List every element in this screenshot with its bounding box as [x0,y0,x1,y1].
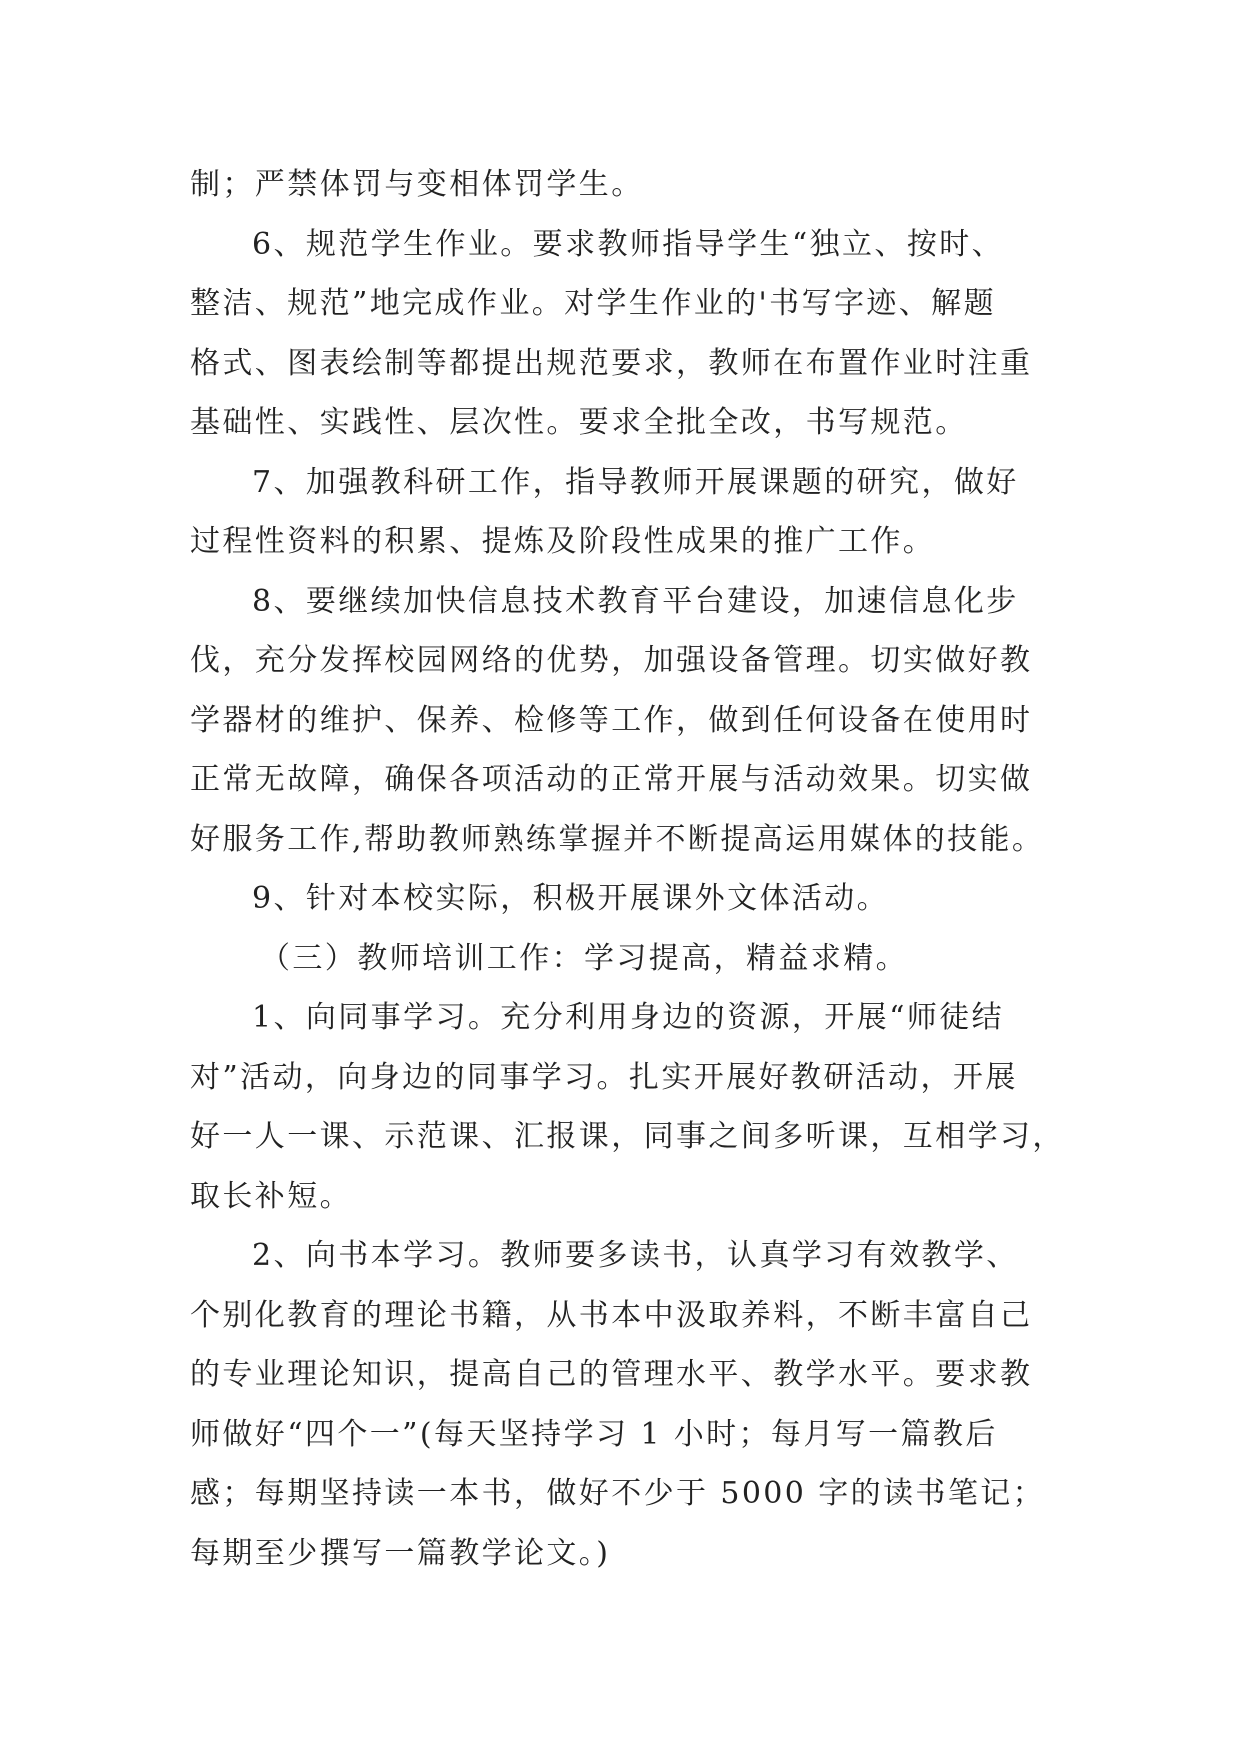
text-line: 9、针对本校实际，积极开展课外文体活动。 [252,881,890,916]
text-line: 2、向书本学习。教师要多读书，认真学习有效教学、 [252,1238,1019,1273]
text-line: 师做好“四个一”(每天坚持学习 1 小时；每月写一篇教后 [190,1416,998,1452]
text-line: 基础性、实践性、层次性。要求全批全改，书写规范。 [190,405,968,440]
text-line: 整洁、规范”地完成作业。对学生作业的'书写字迹、解题 [190,286,996,321]
text-line: 学器材的维护、保养、检修等工作，做到任何设备在使用时 [190,702,1033,738]
text-line: 好一人一课、示范课、汇报课，同事之间多听课，互相学习， [190,1119,1065,1154]
text-line: 正常无故障，确保各项活动的正常开展与活动效果。切实做 [190,762,1033,797]
document-body [190,155,1065,1583]
text-line: 感；每期坚持读一本书，做好不少于 5000 字的读书笔记； [190,1476,1046,1511]
text-line: 8、要继续加快信息技术教育平台建设，加速信息化步 [252,583,1019,619]
text-line: 对”活动，向身边的同事学习。扎实开展好教研活动，开展 [190,1059,1018,1095]
text-line: 制；严禁体罚与变相体罚学生。 [190,167,644,202]
text-line: 过程性资料的积累、提炼及阶段性成果的推广工作。 [190,524,936,559]
text-line: 7、加强教科研工作，指导教师开展课题的研究，做好 [252,464,1019,500]
text-line: 好服务工作,帮助教师熟练掌握并不断提高运用媒体的技能。 [190,821,1045,857]
text-line: 取长补短。 [190,1178,352,1214]
text-line: 伐，充分发挥校园网络的优势，加强设备管理。切实做好教 [190,643,1033,678]
text-line: 1、向同事学习。充分利用身边的资源，开展“师徒结 [252,1000,1005,1035]
text-line: 每期至少撰写一篇教学论文。) [190,1535,611,1571]
text-line: 格式、图表绘制等都提出规范要求，教师在布置作业时注重 [190,345,1033,381]
text-line: 的专业理论知识，提高自己的管理水平、教学水平。要求教 [190,1357,1033,1392]
text-line: 6、规范学生作业。要求教师指导学生“独立、按时、 [252,226,1005,262]
text-line: 个别化教育的理论书籍，从书本中汲取养料，不断丰富自己 [190,1297,1033,1333]
section-heading: （三）教师培训工作：学习提高，精益求精。 [260,940,908,976]
